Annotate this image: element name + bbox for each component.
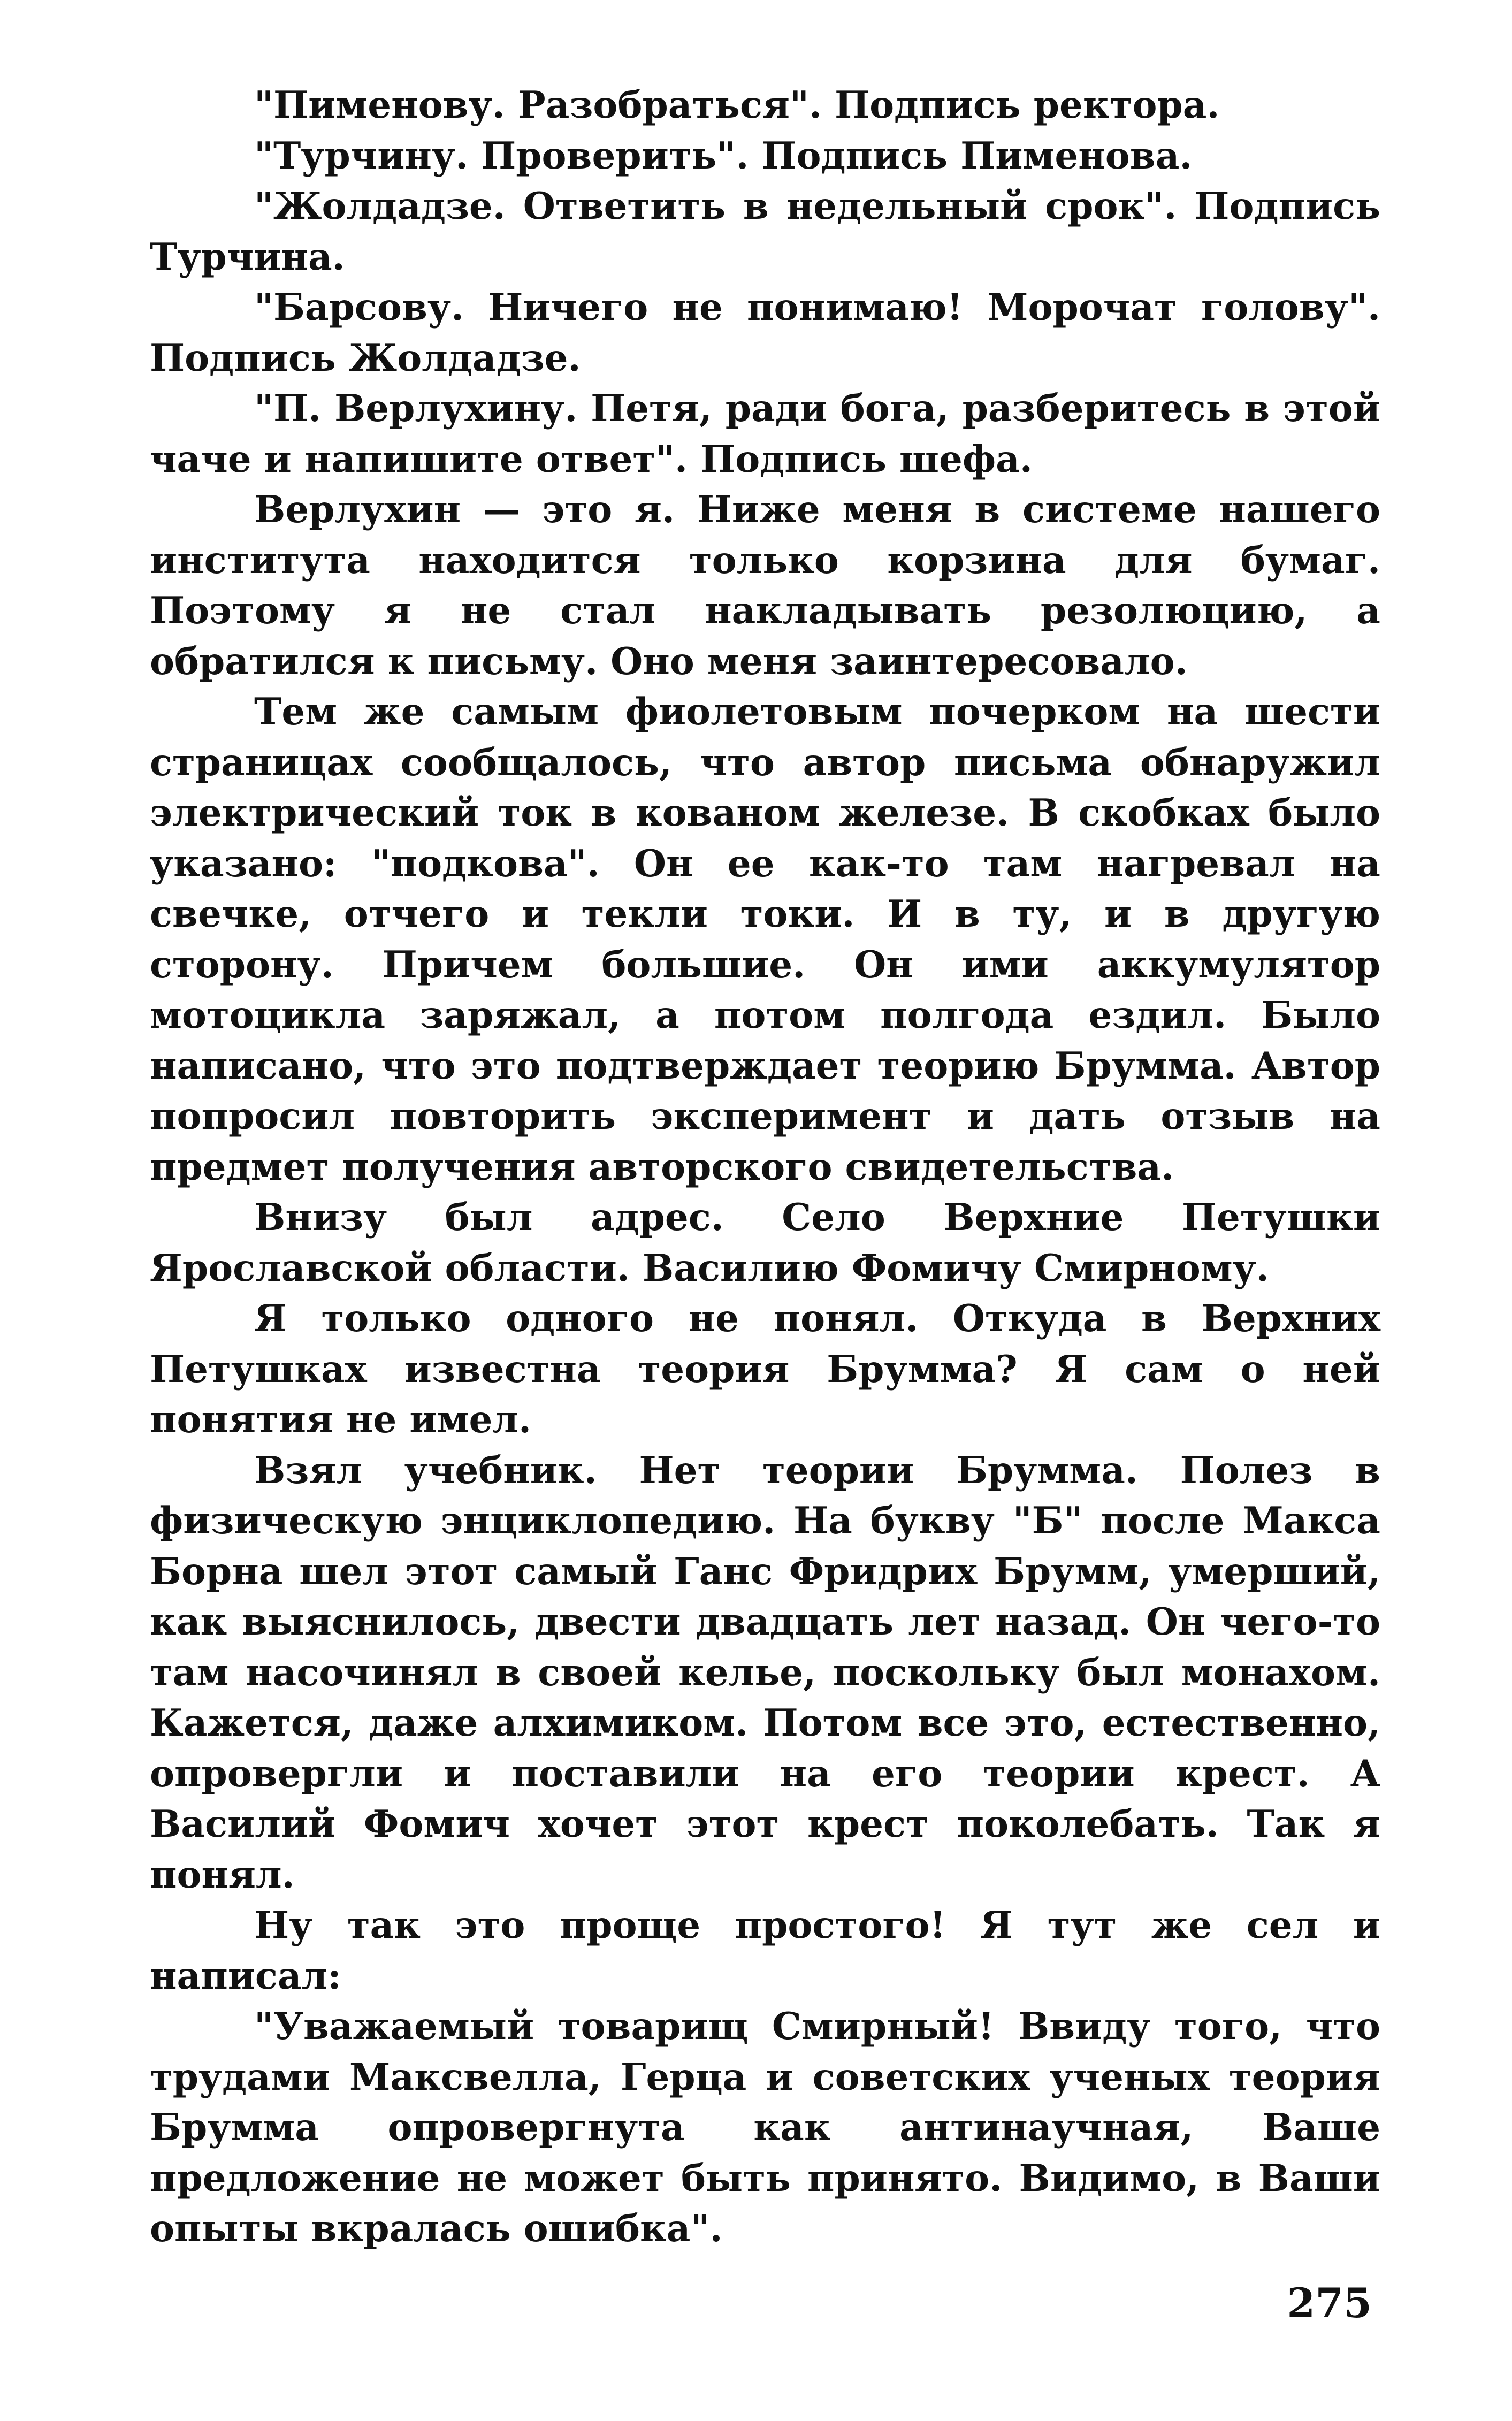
- paragraph-1: "Пименову. Разобраться". Подпись ректора.: [254, 83, 1220, 127]
- paragraph-11: Ну так это проще простого! Я тут же сел и написал:: [150, 1904, 1380, 1998]
- paragraph-9: Я только одного не понял. Откуда в Верхних Петушках известна теория Брумма? Я сам о ней понятия не имел.: [150, 1297, 1380, 1441]
- paragraph-8: Внизу был адрес. Село Верхние Петушки Ярославской области. Василию Фомичу Смирному.: [150, 1196, 1380, 1290]
- paragraph-4: "Барсову. Ничего не понимаю! Морочат голову". Подпись Жолдадзе.: [150, 286, 1380, 380]
- paragraph-10: Взял учебник. Нет теории Брумма. Полез в физическую энциклопедию. На букву "Б" после Макса Борна шел этот самый Ганс Фридрих Брумм, умерший, как выяснилось, двести двадцать лет назад. Он чего-то там насочинял в своей келье, поскольку был монахом. Кажется, даже алхимиком. Потом все это, естественно, опровергли и поставили на его теории крест. А Василий Фомич хочет этот крест поколебать. Так я понял.: [150, 1448, 1380, 1897]
- body-text: [150, 80, 1380, 2255]
- page-number: 275: [1287, 2279, 1372, 2327]
- paragraph-6: Верлухин — это я. Ниже меня в системе нашего института находится только корзина для бумаг. Поэтому я не стал накладывать резолюцию, а обратился к письму. Оно меня заинтересовало.: [150, 488, 1380, 683]
- paragraph-12: "Уважаемый товарищ Смирный! Ввиду того, что трудами Максвелла, Герца и советских ученых теория Брумма опровергнута как антинаучная, Ваше предложение не может быть принято. Видимо, в Ваши опыты вкралась ошибка".: [150, 2005, 1380, 2250]
- paragraph-2: "Турчину. Проверить". Подпись Пименова.: [254, 134, 1193, 178]
- paragraph-5: "П. Верлухину. Петя, ради бога, разберитесь в этой чаче и напишите ответ". Подпись шефа.: [150, 387, 1380, 481]
- paragraph-7: Тем же самым фиолетовым почерком на шести страницах сообщалось, что автор письма обнаружил электрический ток в кованом железе. В скобках было указано: "подкова". Он ее как-то там нагревал на свечке, отчего и текли токи. И в ту, и в другую сторону. Причем большие. Он ими аккумулятор мотоцикла заряжал, а потом полгода ездил. Было написано, что это подтверждает теорию Брумма. Автор попросил повторить эксперимент и дать отзыв на предмет получения авторского свидетельства.: [150, 690, 1380, 1189]
- paragraph-3: "Жолдадзе. Ответить в недельный срок". Подпись Турчина.: [150, 185, 1380, 279]
